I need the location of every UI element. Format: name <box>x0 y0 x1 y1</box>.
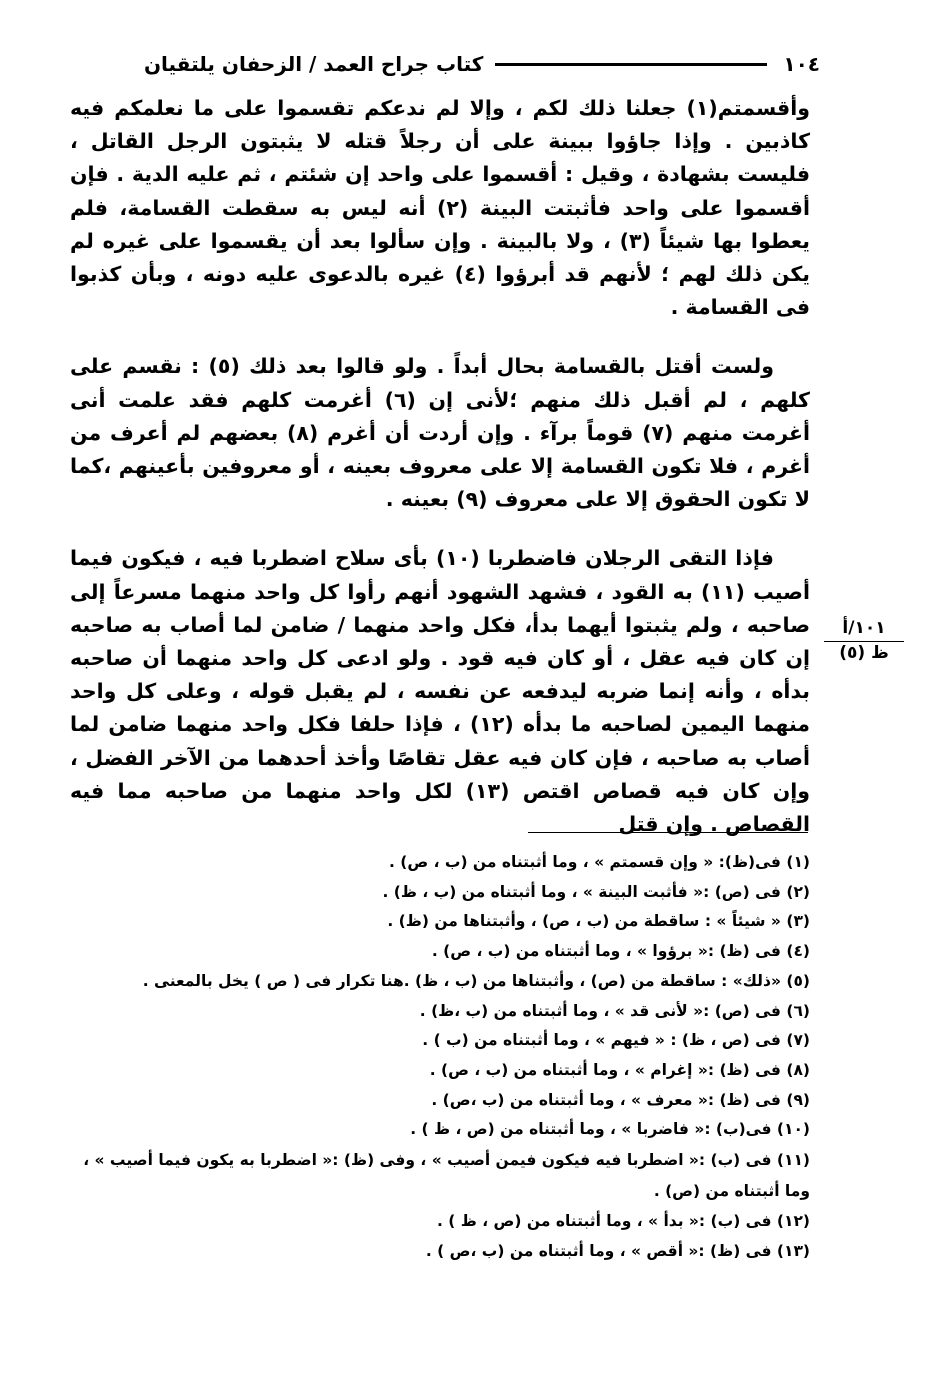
manuscript-reference: ظ (٥) <box>839 643 889 663</box>
header-rule <box>495 63 767 66</box>
paragraph: وأقسمتم(١) جعلنا ذلك لكم ، وإلا لم ندعكم تقسموا على ما نعلمكم فيه كاذبين . وإذا جاؤوا ببينة على أن رجلاً قتله لا يثبتون الرجل القاتل ، فليست بشهادة ، وقيل : أقسموا على واحد إن شئتم ، ثم عليه الدية . فإن أقسموا على واحد فأثبتت البينة (٢) أنه ليس به سقطت القسامة، فلم يعطوا بها شيئاً (٣) ، ولا بالبينة . وإن سألوا بعد أن يقسموا على غيره لم يكن ذلك لهم ؛ لأنهم قد أبرؤوا (٤) غيره بالدعوى عليه دونه ، وبأن كذبوا فى القسامة . <box>70 96 810 320</box>
page-header <box>60 44 820 84</box>
footnote: (٨) فى (ظ) :« إغرام » ، وما أثبتناه من (ب ، ص) . <box>429 1060 810 1079</box>
footnote: (١٢) فى (ب) :« بدأ » ، وما أثبتناه من (ص ، ظ ) . <box>437 1212 810 1231</box>
footnote: (٥) «ذلك» : ساقطة من (ص) ، وأثبتناها من (ب ، ظ) .هنا تكرار فى ( ص ) يخل بالمعنى . <box>142 971 810 990</box>
page-number: ١٠٤ <box>783 52 820 76</box>
footnote: (١٣) فى (ظ) :« أقص » ، وما أثبتناه من (ب ،ص ) . <box>425 1241 810 1260</box>
footnote: (٧) فى (ص ، ظ) : « فيهم » ، وما أثبتناه من (ب ) . <box>422 1031 810 1050</box>
paragraph: فإذا التقى الرجلان فاضطربا (١٠) بأى سلاح اضطربا فيه ، فيكون فيما أصيب (١١) به القود ، فشهد الشهود أنهم رأوا كل واحد منهما مسرعاً إلى صاحبه ، ولم يثبتوا أيهما بدأ، فكل واحد منهما / ضامن لما أصاب به صاحبه إن كان فيه عقل ، أو كان فيه قود . ولو ادعى كل واحد منهما أن صاحبه بدأه ، وأنه إنما ضربه ليدفعه عن نفسه ، لم يقبل قوله ، وعلى كل واحد منهما اليمين لصاحبه ما بدأه (١٢) ، فإذا حلفا فكل واحد منهما ضامن لما أصاب به صاحبه ، فإن كان فيه عقل تقاصًا وأخذ أحدهما من الآخر الفضل ، وإن كان فيه قصاص اقتص (١٣) لكل واحد منهما من صاحبه مما فيه القصاص . وإن قتل <box>70 546 810 837</box>
main-text <box>70 92 810 841</box>
footnote: (١٠) فى(ب) :« فاضربا » ، وما أثبتناه من (ص ، ظ ) . <box>410 1120 810 1139</box>
footnote: (٤) فى (ظ) :« برؤوا » ، وما أثبتناه من (ب ، ص) . <box>431 942 810 961</box>
footnote: (٦) فى (ص) :« لأنى قد » ، وما أثبتناه من (ب ،ظ) . <box>419 1001 810 1020</box>
footnotes <box>70 848 810 1266</box>
footnote: (١١) فى (ب) :« اضطربا فيه فيكون فيمن أصيب » ، وفى (ظ) :« اضطربا به يكون فيما أصيب » ، وما أثبتناه من (ص) . <box>83 1151 810 1201</box>
footnote: (١) فى(ظ): « وإن قسمتم » ، وما أثبتناه من (ب ، ص) . <box>388 853 810 871</box>
footnote: (٢) فى (ص) :« فأثبت البينة » ، وما أثبتناه من (ب ، ظ) . <box>382 882 810 901</box>
footnote: (٩) فى (ظ) :« معرف » ، وما أثبتناه من (ب ،ص) . <box>431 1090 810 1109</box>
running-title: كتاب جراح العمد / الزحفان يلتقيان <box>143 52 484 76</box>
folio-reference: ١٠١/أ <box>824 617 904 642</box>
margin-note <box>824 617 904 664</box>
footnote-separator <box>528 832 808 833</box>
footnote: (٣) « شيئاً » : ساقطة من (ب ، ص) ، وأثبتناها من (ظ) . <box>387 912 810 931</box>
paragraph: ولست أقتل بالقسامة بحال أبداً . ولو قالوا بعد ذلك (٥) : نقسم على كلهم ، لم أقبل ذلك منهم ؛لأنى إن (٦) أغرمت كلهم فقد علمت أنى أغرمت منهم (٧) قوماً برآء . وإن أردت أن أغرم (٨) بعضهم لم أعرف من أغرم ، فلا تكون القسامة إلا على معروف بعينه ، أو معروفين بأعينهم ،كما لا تكون الحقوق إلا على معروف (٩) بعينه . <box>70 354 810 512</box>
